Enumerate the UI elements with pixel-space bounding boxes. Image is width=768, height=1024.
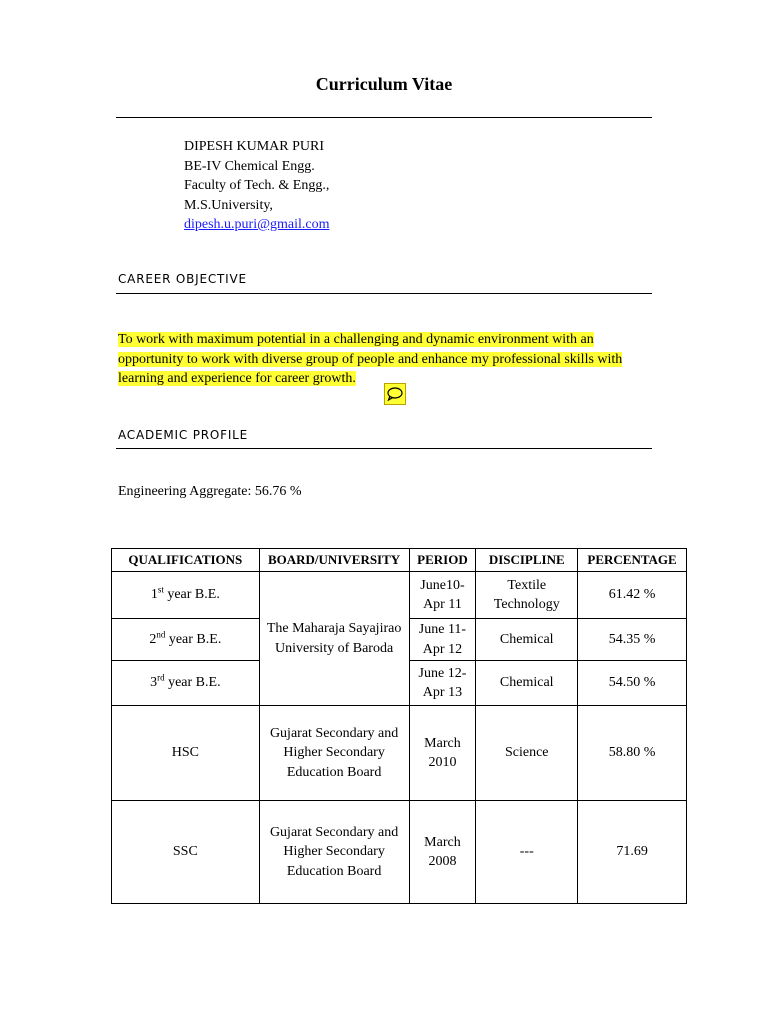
header-qualifications: QUALIFICATIONS [112, 549, 260, 572]
qualification-cell: 3rd year B.E. [112, 661, 260, 706]
discipline-cell: --- [476, 801, 578, 904]
percentage-cell: 54.35 % [578, 619, 687, 661]
board-cell: The Maharaja Sayajirao University of Baroda [259, 572, 409, 706]
table-header-row [112, 549, 687, 572]
percentage-cell: 58.80 % [578, 706, 687, 801]
discipline-cell: Chemical [476, 619, 578, 661]
career-objective-rule [116, 293, 652, 294]
board-cell: Gujarat Secondary and Higher Secondary Education Board [259, 801, 409, 904]
course: BE-IV Chemical Engg. [184, 158, 315, 174]
discipline-cell: Chemical [476, 661, 578, 706]
percentage-cell: 61.42 % [578, 572, 687, 619]
objective-line: opportunity to work with diverse group of people and enhance my professional skills with [118, 351, 623, 367]
period-cell: March 2008 [409, 801, 476, 904]
university: M.S.University, [184, 197, 273, 213]
header-period: PERIOD [409, 549, 476, 572]
comment-icon[interactable] [384, 383, 406, 405]
board-cell: Gujarat Secondary and Higher Secondary Education Board [259, 706, 409, 801]
header-board: BOARD/UNIVERSITY [259, 549, 409, 572]
faculty: Faculty of Tech. & Engg., [184, 178, 330, 193]
contact-block [184, 137, 329, 235]
qualification-cell: 1st year B.E. [112, 572, 260, 619]
objective-line: learning and experience for career growth. [118, 371, 356, 386]
period-cell: June 11- Apr 12 [409, 619, 476, 661]
title-rule [116, 117, 652, 118]
qualification-cell: HSC [112, 706, 260, 801]
qualification-cell: SSC [112, 801, 260, 904]
document-title: Curriculum Vitae [315, 74, 453, 94]
discipline-cell: Textile Technology [476, 572, 578, 619]
period-cell: June10- Apr 11 [409, 572, 476, 619]
header-discipline: DISCIPLINE [476, 549, 578, 572]
header-percentage: PERCENTAGE [578, 549, 687, 572]
table-row [112, 706, 687, 801]
applicant-name: DIPESH KUMAR PURI [184, 139, 325, 154]
percentage-cell: 71.69 [578, 801, 687, 904]
period-cell: June 12- Apr 13 [409, 661, 476, 706]
objective-text [118, 330, 648, 389]
email-link[interactable]: dipesh.u.puri@gmail.com [184, 217, 330, 232]
academic-profile-heading: ACADEMIC PROFILE [118, 428, 249, 442]
discipline-cell: Science [476, 706, 578, 801]
table-row [112, 801, 687, 904]
career-objective-heading: CAREER OBJECTIVE [118, 272, 247, 286]
objective-line: To work with maximum potential in a challenging and dynamic environment with an [118, 332, 594, 347]
qualification-cell: 2nd year B.E. [112, 619, 260, 661]
engineering-aggregate: Engineering Aggregate: 56.76 % [118, 484, 302, 499]
academic-profile-rule [116, 448, 652, 449]
table-row [112, 572, 687, 619]
academic-table [111, 548, 687, 904]
period-cell: March 2010 [409, 706, 476, 801]
percentage-cell: 54.50 % [578, 661, 687, 706]
